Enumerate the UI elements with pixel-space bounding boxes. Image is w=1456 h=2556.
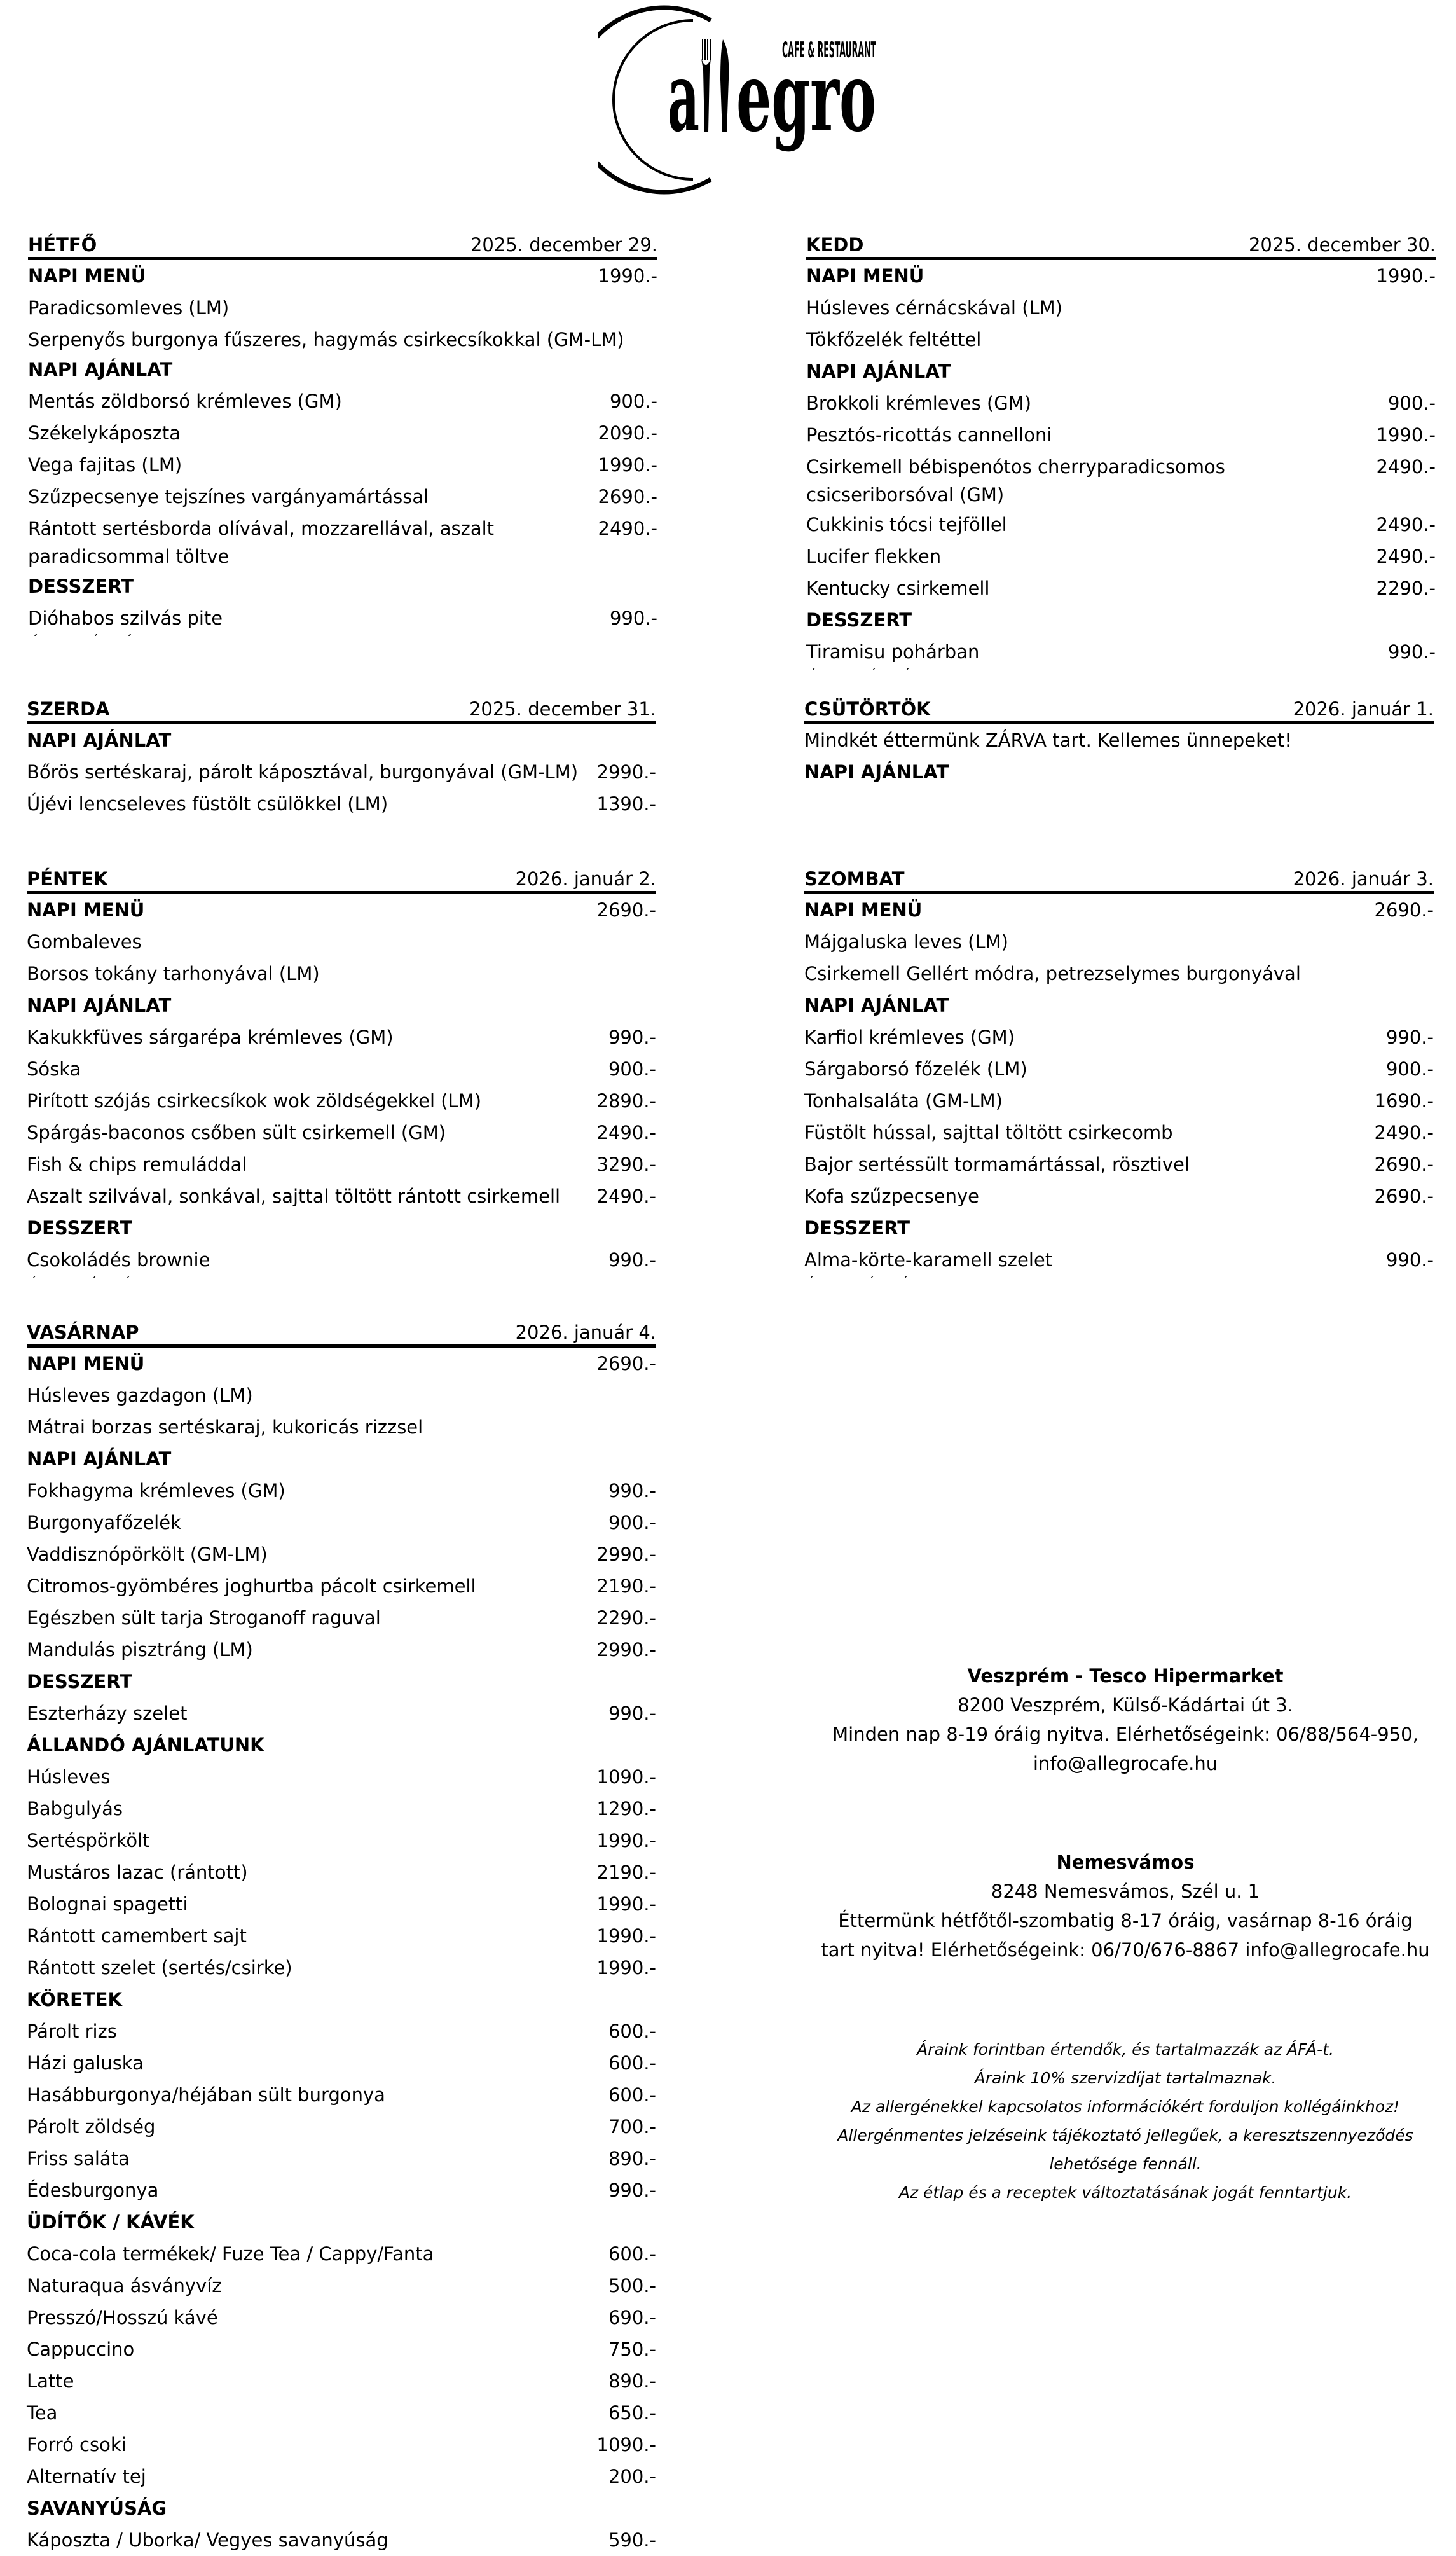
menu-item	[27, 1180, 656, 1212]
menu-item-price: 650.-	[608, 2402, 656, 2424]
section-title: DESSZERT	[28, 576, 134, 597]
location-address: 8200 Veszprém, Külső-Kádártai út 3.	[958, 1694, 1293, 1716]
day-block	[804, 692, 1434, 788]
menu-item-price: 2690.-	[598, 486, 657, 508]
menu-item-name: Fish & chips remuláddal	[27, 1154, 247, 1175]
menu-item-name: Burgonyafőzelék	[27, 1512, 181, 1533]
section-price: 2690.-	[596, 1353, 656, 1374]
clipped-text-fragment	[806, 668, 1436, 675]
menu-item	[804, 1053, 1434, 1085]
menu-item-price: 2090.-	[598, 422, 657, 444]
menu-item-price: 2190.-	[596, 1862, 656, 1883]
menu-item-price: 2490.-	[1374, 1122, 1434, 1143]
menu-item	[27, 1761, 656, 1793]
section-title: NAPI MENÜ	[28, 265, 146, 287]
menu-item-price: 600.-	[608, 2021, 656, 2042]
day-block	[28, 228, 657, 642]
menu-item	[27, 1602, 656, 1634]
day-block	[806, 228, 1436, 675]
menu-item-price: 2490.-	[596, 1122, 656, 1143]
section-header	[806, 356, 1436, 387]
day-date: 2025. december 29.	[470, 234, 657, 256]
menu-item-name: Hasábburgonya/héjában sült burgonya	[27, 2084, 385, 2106]
section-title: SAVANYÚSÁG	[27, 2497, 167, 2519]
menu-item-price: 900.-	[609, 390, 657, 412]
menu-item	[27, 2047, 656, 2079]
menu-item-price: 890.-	[608, 2148, 656, 2169]
menu-item-name: Pesztós-ricottás cannelloni	[806, 424, 1052, 446]
menu-item-price: 690.-	[608, 2307, 656, 2328]
menu-item-name: Cappuccino	[27, 2338, 135, 2360]
menu-item	[27, 1634, 656, 1666]
section-header	[27, 990, 656, 1021]
section-price: 2690.-	[596, 899, 656, 921]
day-name: HÉTFŐ	[28, 234, 97, 256]
menu-item-name: Brokkoli krémleves (GM)	[806, 392, 1032, 414]
menu-item-name: Újévi lencseleves füstölt csülökkel (LM)	[27, 793, 388, 815]
menu-item	[27, 2461, 656, 2492]
menu-item-name: Sóska	[27, 1058, 81, 1080]
section-header	[804, 894, 1434, 926]
menu-item-name: Májgaluska leves (LM)	[804, 931, 1008, 953]
menu-item	[27, 2079, 656, 2111]
day-block	[27, 692, 656, 820]
menu-item-price: 700.-	[608, 2116, 656, 2138]
menu-item-name: Sertéspörkölt	[27, 1830, 150, 1851]
location-email: info@allegrocafe.hu	[1033, 1753, 1218, 1774]
menu-item	[806, 451, 1436, 509]
day-header	[27, 692, 656, 724]
menu-item-price: 2490.-	[598, 518, 657, 539]
menu-item-name: Aszalt szilvával, sonkával, sajttal töltött rántott csirkemell	[27, 1185, 561, 1207]
menu-item-price: 2490.-	[1376, 546, 1436, 567]
menu-item-name: Dióhabos szilvás pite	[28, 607, 223, 629]
menu-item-price: 900.-	[608, 1512, 656, 1533]
menu-item-price: 900.-	[608, 1058, 656, 1080]
menu-item	[28, 481, 657, 513]
menu-item-price: 990.-	[1385, 1026, 1434, 1048]
menu-item-name: Édesburgonya	[27, 2180, 159, 2201]
menu-item	[27, 1952, 656, 1984]
menu-item-name: Alma-körte-karamell szelet	[804, 1249, 1053, 1271]
menu-item-price: 990.-	[609, 607, 657, 629]
menu-item	[804, 1180, 1434, 1212]
day-header	[27, 862, 656, 894]
menu-item-price: 990.-	[608, 1703, 656, 1724]
day-date: 2026. január 4.	[515, 1322, 656, 1343]
menu-item-name: Lucifer flekken	[806, 546, 942, 567]
day-header	[28, 228, 657, 260]
section-header	[27, 724, 656, 756]
day-block	[27, 1315, 656, 2556]
menu-item	[806, 292, 1436, 324]
menu-item-price: 900.-	[1387, 392, 1436, 414]
note-line: Áraink forintban értendők, és tartalmazzák az ÁFÁ-t.	[917, 2040, 1334, 2059]
menu-item-price: 1090.-	[596, 2434, 656, 2456]
menu-item	[27, 1411, 656, 1443]
menu-item-name: Latte	[27, 2370, 74, 2392]
menu-item-name: Cukkinis tócsi tejföllel	[806, 514, 1007, 535]
note-line: Allergénmentes jelzéseink tájékoztató jellegűek, a keresztszennyeződés	[837, 2126, 1413, 2145]
menu-item	[27, 1920, 656, 1952]
menu-item-price: 1990.-	[1376, 424, 1436, 446]
section-price: 2690.-	[1374, 899, 1434, 921]
menu-item	[804, 1021, 1434, 1053]
menu-item	[28, 602, 657, 634]
menu-item-name: Citromos-gyömbéres joghurtba pácolt csirkemell	[27, 1575, 476, 1597]
location-hours: Minden nap 8-19 óráig nyitva. Elérhetőségeink: 06/88/564-950,	[832, 1724, 1418, 1745]
menu-item	[806, 509, 1436, 541]
allegro-logo	[598, 0, 877, 200]
day-date: 2025. december 31.	[469, 698, 656, 720]
menu-item-name: Rántott camembert sajt	[27, 1925, 247, 1947]
menu-item	[28, 417, 657, 449]
section-title: DESSZERT	[27, 1217, 132, 1239]
menu-item-price: 500.-	[608, 2275, 656, 2297]
section-title: ÁLLANDÓ AJÁNLATUNK	[27, 1734, 264, 1756]
menu-item-name: Kentucky csirkemell	[806, 577, 990, 599]
menu-item-price: 750.-	[608, 2338, 656, 2360]
day-date: 2026. január 3.	[1293, 868, 1434, 890]
location-contact: tart nyitva! Elérhetőségeink: 06/70/676-8867 info@allegrocafe.hu	[821, 1939, 1430, 1961]
menu-item	[27, 2111, 656, 2143]
menu-item	[27, 1085, 656, 1117]
menu-item	[27, 1244, 656, 1276]
section-title: NAPI AJÁNLAT	[28, 359, 173, 380]
menu-item-name: Tökfőzelék feltéttel	[806, 329, 982, 350]
menu-item	[27, 1825, 656, 1856]
menu-item-name: Borsos tokány tarhonyával (LM)	[27, 963, 320, 984]
section-header	[806, 260, 1436, 292]
menu-item-name: Csirkemell Gellért módra, petrezselymes burgonyával	[804, 963, 1301, 984]
section-title: DESSZERT	[806, 609, 912, 631]
section-title: NAPI AJÁNLAT	[806, 361, 951, 382]
menu-item-price: 1990.-	[596, 1893, 656, 1915]
note-line: Áraink 10% szervizdíjat tartalmaznak.	[974, 2069, 1277, 2087]
note-line: Az étlap és a receptek változtatásának jogát fenntartjuk.	[898, 2183, 1352, 2202]
menu-item-price: 2990.-	[596, 1639, 656, 1661]
menu-item	[806, 387, 1436, 419]
logo-letter-a: a	[668, 41, 699, 153]
menu-item	[27, 1021, 656, 1053]
menu-item-name: Csirkemell bébispenótos cherryparadicsomos csicseriborsóval (GM)	[806, 456, 1225, 506]
clipped-text-fragment	[804, 1276, 1434, 1283]
menu-item-price: 990.-	[608, 1249, 656, 1271]
menu-item	[806, 419, 1436, 451]
menu-item-price: 2690.-	[1374, 1185, 1434, 1207]
section-title: ÜDÍTŐK / KÁVÉK	[27, 2211, 195, 2233]
section-title: NAPI MENÜ	[27, 899, 145, 921]
day-header	[806, 228, 1436, 260]
menu-item-price: 2990.-	[596, 761, 656, 783]
section-title: NAPI AJÁNLAT	[27, 995, 172, 1016]
menu-item	[27, 2333, 656, 2365]
menu-item	[27, 2174, 656, 2206]
menu-item-price: 3290.-	[596, 1154, 656, 1175]
day-header	[804, 862, 1434, 894]
section-header	[27, 894, 656, 926]
section-header	[27, 1666, 656, 1697]
section-header	[27, 1212, 656, 1244]
menu-item	[27, 1149, 656, 1180]
menu-item-price: 2490.-	[596, 1185, 656, 1207]
menu-item	[27, 1697, 656, 1729]
section-header	[27, 1729, 656, 1761]
menu-item-name: Tea	[27, 2402, 58, 2424]
menu-item	[27, 2143, 656, 2174]
menu-item-name: Húsleves gazdagon (LM)	[27, 1385, 253, 1406]
menu-item-name: Naturaqua ásványvíz	[27, 2275, 222, 2297]
day-name: SZOMBAT	[804, 868, 905, 890]
menu-item-price: 990.-	[608, 2180, 656, 2201]
menu-item	[804, 1085, 1434, 1117]
menu-item-name: Gombaleves	[27, 931, 142, 953]
menu-item-name: Egészben sült tarja Stroganoff raguval	[27, 1607, 381, 1629]
note-line: Az allergénekkel kapcsolatos információkért forduljon kollégáinkhoz!	[851, 2097, 1400, 2116]
day-header	[27, 1315, 656, 1348]
menu-item-name: Káposzta / Uborka/ Vegyes savanyúság	[27, 2529, 388, 2551]
menu-item	[28, 324, 657, 354]
menu-item-name: Serpenyős burgonya fűszeres, hagymás csirkecsíkokkal (GM-LM)	[28, 329, 624, 350]
menu-item-price: 1990.-	[596, 1830, 656, 1851]
section-title: NAPI MENÜ	[806, 265, 924, 287]
menu-item-name: Rántott szelet (sertés/csirke)	[27, 1957, 292, 1979]
menu-item-name: Fokhagyma krémleves (GM)	[27, 1480, 285, 1502]
menu-item-name: Házi galuska	[27, 2052, 144, 2074]
menu-item-name: Bolognai spagetti	[27, 1893, 188, 1915]
menu-item-name: Kakukkfüves sárgarépa krémleves (GM)	[27, 1026, 394, 1048]
section-title: NAPI AJÁNLAT	[27, 729, 172, 751]
menu-item-name: Karfiol krémleves (GM)	[804, 1026, 1015, 1048]
fork-icon	[701, 39, 711, 132]
menu-item	[27, 958, 656, 990]
closed-notice: Mindkét éttermünk ZÁRVA tart. Kellemes ünnepeket!	[804, 729, 1292, 751]
menu-item-name: Babgulyás	[27, 1798, 123, 1820]
menu-item-name: Tiramisu pohárban	[806, 641, 980, 663]
menu-item-price: 2290.-	[596, 1607, 656, 1629]
menu-item-price: 2890.-	[596, 1090, 656, 1112]
section-title: DESSZERT	[804, 1217, 910, 1239]
section-header	[27, 1443, 656, 1475]
section-title: NAPI AJÁNLAT	[804, 995, 949, 1016]
menu-item	[806, 572, 1436, 604]
menu-item	[28, 513, 657, 570]
menu-item	[27, 1888, 656, 1920]
menu-item	[27, 1053, 656, 1085]
menu-item	[27, 1475, 656, 1507]
menu-item-name: Forró csoki	[27, 2434, 127, 2456]
menu-item	[27, 1538, 656, 1570]
menu-item-name: Friss saláta	[27, 2148, 130, 2169]
menu-item-price: 2490.-	[1376, 456, 1436, 478]
location-hours: Éttermünk hétfőtől-szombatig 8-17 óráig, vasárnap 8-16 óráig	[838, 1910, 1413, 1931]
menu-item	[27, 2365, 656, 2397]
menu-item	[806, 324, 1436, 356]
section-title: NAPI AJÁNLAT	[804, 761, 949, 783]
menu-item-price: 600.-	[608, 2084, 656, 2106]
location-address: 8248 Nemesvámos, Szél u. 1	[991, 1881, 1260, 1902]
menu-item-name: Húsleves cérnácskával (LM)	[806, 297, 1062, 319]
logo-letters-egro: egro	[736, 41, 876, 153]
menu-item-price: 1990.-	[596, 1957, 656, 1979]
day-date: 2025. december 30.	[1248, 234, 1436, 256]
menu-item-name: Tonhalsaláta (GM-LM)	[804, 1090, 1003, 1112]
menu-item	[27, 1570, 656, 1602]
menu-item-name: Mátrai borzas sertéskaraj, kukoricás rizzsel	[27, 1416, 423, 1438]
menu-item-price: 1390.-	[596, 793, 656, 815]
menu-item	[27, 756, 656, 788]
menu-item	[28, 449, 657, 481]
menu-item-name: Párolt rizs	[27, 2021, 117, 2042]
menu-item-name: Bajor sertéssült tormamártással, rösztivel	[804, 1154, 1190, 1175]
menu-item-price: 1690.-	[1374, 1090, 1434, 1112]
menu-item-name: Presszó/Hosszú kávé	[27, 2307, 218, 2328]
menu-item-name: Sárgaborsó főzelék (LM)	[804, 1058, 1027, 1080]
menu-item-name: Spárgás-baconos csőben sült csirkemell (GM)	[27, 1122, 446, 1143]
menu-item-name: Füstölt hússal, sajttal töltött csirkecomb	[804, 1122, 1173, 1143]
logo-tagline: CAFE & RESTAURANT	[782, 38, 877, 63]
day-header	[804, 692, 1434, 724]
menu-item-price: 590.-	[608, 2529, 656, 2551]
menu-item-name: Szűzpecsenye tejszínes vargányamártással	[28, 486, 429, 508]
menu-item-name: Vega fajitas (LM)	[28, 454, 182, 476]
menu-item	[28, 292, 657, 324]
day-name: CSÜTÖRTÖK	[804, 698, 931, 720]
menu-item	[27, 788, 656, 820]
menu-item	[804, 926, 1434, 958]
location-title: Veszprém - Tesco Hipermarket	[967, 1665, 1284, 1687]
menu-item-name: Paradicsomleves (LM)	[28, 297, 230, 319]
menu-item	[28, 385, 657, 417]
section-header	[27, 1984, 656, 2015]
menu-item	[804, 1244, 1434, 1276]
menu-item-name: Eszterházy szelet	[27, 1703, 188, 1724]
day-name: PÉNTEK	[27, 868, 108, 890]
menu-item	[804, 1117, 1434, 1149]
menu-item	[27, 1856, 656, 1888]
menu-item-price: 990.-	[608, 1026, 656, 1048]
clipped-text-fragment	[28, 634, 657, 642]
menu-item-price: 990.-	[1385, 1249, 1434, 1271]
menu-item	[806, 636, 1436, 668]
menu-item-price: 890.-	[608, 2370, 656, 2392]
menu-item-name: Húsleves	[27, 1766, 111, 1788]
footer-notes	[804, 2035, 1446, 2207]
menu-item-name: Alternatív tej	[27, 2466, 146, 2487]
section-header	[804, 756, 1434, 788]
menu-item-name: Párolt zöldség	[27, 2116, 156, 2138]
menu-item	[806, 541, 1436, 572]
section-header	[806, 604, 1436, 636]
menu-item-price: 1290.-	[596, 1798, 656, 1820]
menu-item	[27, 2429, 656, 2461]
menu-item	[27, 2397, 656, 2429]
menu-item-price: 900.-	[1385, 1058, 1434, 1080]
menu-item	[27, 2524, 656, 2556]
menu-item-price: 2990.-	[596, 1544, 656, 1565]
day-name: KEDD	[806, 234, 864, 256]
menu-item	[27, 2302, 656, 2333]
menu-item-price: 200.-	[608, 2466, 656, 2487]
day-date: 2026. január 2.	[515, 868, 656, 890]
section-header	[27, 2206, 656, 2238]
menu-item-price: 2190.-	[596, 1575, 656, 1597]
menu-item	[27, 1379, 656, 1411]
menu-item-price: 2490.-	[1376, 514, 1436, 535]
day-block	[27, 862, 656, 1283]
location-nemesvamos	[804, 1848, 1446, 1965]
menu-item-name: Rántott sertésborda olívával, mozzarellával, aszalt paradicsommal töltve	[28, 518, 495, 567]
menu-item-price: 1990.-	[596, 1925, 656, 1947]
section-header	[27, 2492, 656, 2524]
section-title: NAPI MENÜ	[27, 1353, 145, 1374]
day-name: SZERDA	[27, 698, 110, 720]
menu-item	[27, 926, 656, 958]
section-header	[28, 354, 657, 385]
menu-item-price: 990.-	[1387, 641, 1436, 663]
menu-item	[804, 958, 1434, 990]
section-header	[28, 570, 657, 602]
menu-item-price: 990.-	[608, 1480, 656, 1502]
menu-item-price: 1990.-	[598, 454, 657, 476]
menu-item	[27, 1117, 656, 1149]
menu-item-name: Mandulás pisztráng (LM)	[27, 1639, 253, 1661]
menu-item-name: Mustáros lazac (rántott)	[27, 1862, 248, 1883]
menu-item-price: 600.-	[608, 2052, 656, 2074]
menu-item	[804, 1149, 1434, 1180]
menu-item	[27, 2270, 656, 2302]
menu-item-name: Bőrös sertéskaraj, párolt káposztával, burgonyával (GM-LM)	[27, 761, 579, 783]
day-date: 2026. január 1.	[1293, 698, 1434, 720]
menu-item	[27, 1507, 656, 1538]
menu-item	[27, 2238, 656, 2270]
clipped-text-fragment	[27, 1276, 656, 1283]
section-title: NAPI AJÁNLAT	[27, 1448, 172, 1470]
menu-item-price: 2290.-	[1376, 577, 1436, 599]
knife-icon	[720, 39, 729, 132]
menu-item-name: Székelykáposzta	[28, 422, 181, 444]
menu-item-price: 2690.-	[1374, 1154, 1434, 1175]
section-title: DESSZERT	[27, 1671, 132, 1692]
section-price: 1990.-	[1376, 265, 1436, 287]
section-price: 1990.-	[598, 265, 657, 287]
location-title: Nemesvámos	[1056, 1851, 1195, 1873]
menu-item-name: Pirított szójás csirkecsíkok wok zöldségekkel (LM)	[27, 1090, 482, 1112]
menu-item-name: Csokoládés brownie	[27, 1249, 210, 1271]
menu-item	[27, 1793, 656, 1825]
menu-item-price: 1090.-	[596, 1766, 656, 1788]
day-name: VASÁRNAP	[27, 1322, 139, 1343]
section-title: KÖRETEK	[27, 1989, 123, 2010]
section-title: NAPI MENÜ	[804, 899, 923, 921]
menu-item	[27, 2015, 656, 2047]
section-header	[804, 1212, 1434, 1244]
menu-item-name: Kofa szűzpecsenye	[804, 1185, 979, 1207]
menu-item-name: Mentás zöldborsó krémleves (GM)	[28, 390, 342, 412]
menu-item-name: Vaddisznópörkölt (GM-LM)	[27, 1544, 268, 1565]
menu-item-name: Coca-cola termékek/ Fuze Tea / Cappy/Fanta	[27, 2243, 434, 2265]
section-header	[27, 1348, 656, 1379]
menu-item-price: 600.-	[608, 2243, 656, 2265]
location-veszprem	[804, 1661, 1446, 1778]
day-block	[804, 862, 1434, 1283]
section-header	[804, 990, 1434, 1021]
note-line: lehetősége fennáll.	[1049, 2155, 1202, 2173]
section-header	[28, 260, 657, 292]
